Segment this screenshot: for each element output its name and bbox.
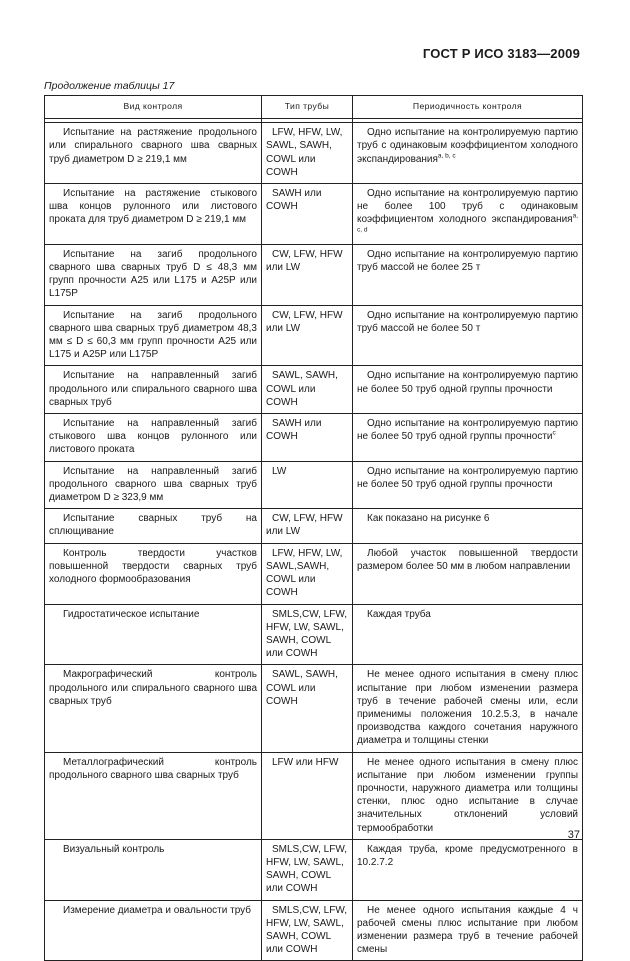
frequency-text: Каждая труба [367,608,431,620]
frequency-cell [353,305,583,366]
check-type-cell: Испытание на загиб продольного сварного шва сварных труб диаметром 48,3 мм ≤ D ≤ 60,3 мм групп прочности A25 или L175 и A25P или L175P [45,305,262,366]
check-type-cell: Гидростатическое испытание [45,604,262,665]
pipe-type-cell: SAWL, SAWH, COWL или COWH [262,665,353,752]
pipe-type-cell: LFW, HFW, LW, SAWL,SAWH, COWL или COWH [262,543,353,604]
frequency-cell [353,665,583,752]
table-row [45,244,583,305]
table-row [45,461,583,509]
check-type-cell: Испытание на растяжение продольного или спирального сварного шва сварных труб диаметром D ≥ 219,1 мм [45,123,262,184]
frequency-text: Как показано на рисунке 6 [367,513,490,525]
frequency-text: Любой участок повышенной твердости размером более 50 мм в любом направлении [357,547,578,572]
check-type-cell: Испытание на загиб продольного сварного шва сварных труб D ≤ 48,3 мм групп прочности A25 или L175 и A25P или L175P [45,244,262,305]
check-type-cell: Контроль твердости участков повышенной твердости сварных труб холодного формообразования [45,543,262,604]
pipe-type-cell: SAWL, SAWH, COWL или COWH [262,366,353,414]
frequency-text: Каждая труба, кроме предусмотренного в 10.2.7.2 [357,843,578,868]
footnote-ref: a, b, c [437,152,456,160]
pipe-type-cell: SAWH или COWH [262,414,353,462]
table-row [45,305,583,366]
pipe-type-cell: SAWH или COWH [262,184,353,245]
table-row [45,414,583,462]
pipe-type-cell: CW, LFW, HFW или LW [262,305,353,366]
pipe-type-cell: LW [262,461,353,509]
document-standard-header: ГОСТ Р ИСО 3183—2009 [422,46,580,61]
frequency-cell [353,123,583,184]
frequency-cell [353,543,583,604]
check-type-cell: Макрографический контроль продольного или спирального сварного шва сварных труб [45,665,262,752]
table-row [45,900,583,961]
pipe-type-cell: SMLS,CW, LFW, HFW, LW, SAWL, SAWH, COWL или COWH [262,839,353,900]
frequency-cell [353,461,583,509]
table-body [45,123,583,961]
check-type-cell: Испытание на направленный загиб продольного или спирального сварного шва сварных труб [45,366,262,414]
table-row [45,543,583,604]
frequency-cell [353,509,583,543]
table-row [45,123,583,184]
frequency-text: Одно испытание на контролируемую партию не более 50 труб одной группы прочности [357,465,578,490]
frequency-text: Не менее одного испытания в смену плюс испытание при любом изменении группы прочности, наружного диаметра или толщины стенки, плюс одно испытание в случае значительных отклонений условий термообработки [357,756,578,834]
page-number: 37 [567,829,580,841]
pipe-type-cell: LFW или HFW [262,752,353,839]
frequency-text: Одно испытание на контролируемую партию труб массой не более 25 т [357,248,578,274]
check-type-cell: Измерение диаметра и овальности труб [45,900,262,961]
pipe-type-cell: LFW, HFW, LW, SAWL, SAWH, COWL или COWH [262,123,353,184]
column-header-check-type: Вид контроля [45,96,262,119]
frequency-cell [353,184,583,245]
frequency-cell [353,366,583,414]
check-type-cell: Испытание на направленный загиб продольного сварного шва сварных труб диаметром D ≥ 323,9 мм [45,461,262,509]
pipe-type-cell: SMLS,CW, LFW, HFW, LW, SAWL, SAWH, COWL или COWH [262,900,353,961]
footnote-ref: a, c, d [357,213,578,234]
table-row [45,509,583,543]
frequency-cell [353,604,583,665]
frequency-cell [353,244,583,305]
frequency-cell [353,900,583,961]
table-caption: Продолжение таблицы 17 [44,80,175,92]
table-row [45,604,583,665]
frequency-text: Одно испытание на контролируемую партию труб массой не более 50 т [357,309,578,334]
check-type-cell: Испытание на растяжение стыкового шва концов рулонного или листового проката для труб диаметром D ≥ 219,1 мм [45,184,262,245]
pipe-type-cell: CW, LFW, HFW или LW [262,244,353,305]
check-type-cell: Визуальный контроль [45,839,262,900]
frequency-cell [353,839,583,900]
pipe-type-cell: CW, LFW, HFW или LW [262,509,353,543]
table-row [45,752,583,839]
frequency-text: Не менее одного испытания каждые 4 ч рабочей смены плюс испытание при любом изменении размера труб в течение рабочей смены [357,904,578,956]
table-row [45,366,583,414]
table-row [45,839,583,900]
table-row [45,665,583,752]
frequency-text: Одно испытание на контролируемую партию не более 100 труб с одинаковым коэффициентом холодного экспандирования [357,188,578,226]
check-type-cell: Испытание на направленный загиб стыкового шва концов рулонного или листового проката [45,414,262,462]
footnote-ref: c [552,429,556,437]
check-type-cell: Металлографический контроль продольного сварного шва сварных труб [45,752,262,839]
inspection-table [44,95,583,961]
table-row [45,184,583,245]
table-header-row [45,96,583,119]
frequency-text: Одно испытание на контролируемую партию не более 50 труб одной группы прочности [357,370,578,395]
frequency-cell [353,752,583,839]
frequency-text: Одно испытание на контролируемую партию не более 50 труб одной группы прочности [357,418,578,443]
frequency-cell [353,414,583,462]
pipe-type-cell: SMLS,CW, LFW, HFW, LW, SAWL, SAWH, COWL или COWH [262,604,353,665]
check-type-cell: Испытание сварных труб на сплющивание [45,509,262,543]
frequency-text: Одно испытание на контролируемую партию труб с одинаковым коэффициентом холодного экспандирования [357,127,578,165]
column-header-pipe-type: Тип трубы [262,96,353,119]
frequency-text: Не менее одного испытания в смену плюс испытание при любом изменении размера труб в течение рабочей смены или, если применимы положения 10.2.5.3, в начале производства каждого сочетания наружного диаметра и толщины стенки [357,669,578,747]
column-header-frequency: Периодичность контроля [353,96,583,119]
